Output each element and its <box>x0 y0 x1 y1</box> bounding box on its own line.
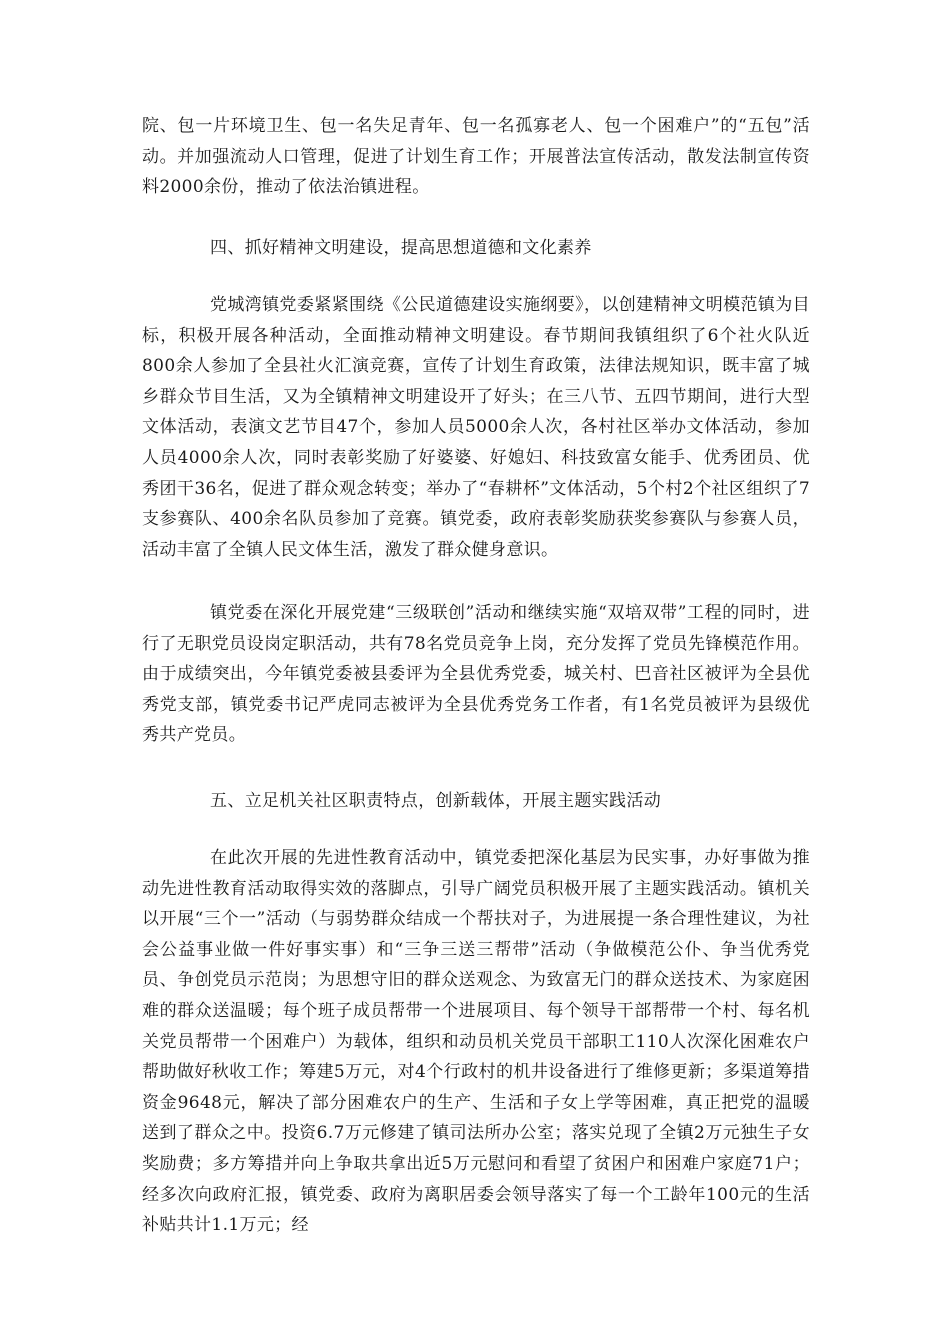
paragraph-spiritual-civilization: 党城湾镇党委紧紧围绕《公民道德建设实施纲要》，以创建精神文明模范镇为目标，积极开展各种活动，全面推动精神文明建设。春节期间我镇组织了6个社火队近800余人参加了全县社火汇演竞赛，宣传了计划生育政策，法律法规知识，既丰富了城乡群众节目生活，又为全镇精神文明建设开了好头；在三八节、五四节期间，进行大型文体活动，表演文艺节目47个，参加人员5000余人次，各村社区举办文体活动，参加人员4000余人次，同时表彰奖励了好婆婆、好媳妇、科技致富女能手、优秀团员、优秀团干36名，促进了群众观念转变；举办了“春耕杯”文体活动，5个村2个社区组织了7支参赛队、400余名队员参加了竞赛。镇党委，政府表彰奖励获奖参赛队与参赛人员，活动丰富了全镇人民文体生活，激发了群众健身意识。 <box>142 295 810 560</box>
paragraph-party-building: 镇党委在深化开展党建“三级联创”活动和继续实施“双培双带”工程的同时，进行了无职党员设岗定职活动，共有78名党员竞争上岗，充分发挥了党员先锋模范作用。由于成绩突出，今年镇党委被县委评为全县优秀党委，城关村、巴音社区被评为全县优秀党支部，镇党委书记严虎同志被评为全县优秀党务工作者，有1名党员被评为县级优秀共产党员。 <box>142 603 810 746</box>
paragraph-practice-activities: 在此次开展的先进性教育活动中，镇党委把深化基层为民实事，办好事做为推动先进性教育活动取得实效的落脚点，引导广阔党员积极开展了主题实践活动。镇机关以开展“三个一”活动（与弱势群众结成一个帮扶对子，为进展提一条合理性建议，为社会公益事业做一件好事实事）和“三争三送三帮带”活动（争做模范公仆、争当优秀党员、争创党员示范岗；为思想守旧的群众送观念、为致富无门的群众送技术、为家庭困难的群众送温暖；每个班子成员帮带一个进展项目、每个领导干部帮带一个村、每名机关党员帮带一个困难户）为载体，组织和动员机关党员干部职工110人次深化困难农户帮助做好秋收工作；筹建5万元，对4个行政村的机井设备进行了维修更新；多渠道筹措资金9648元，解决了部分困难农户的生产、生活和子女上学等困难，真正把党的温暖送到了群众之中。投资6.7万元修建了镇司法所办公室；落实兑现了全镇2万元独生子女奖励费；多方筹措并向上争取共拿出近5万元慰问和看望了贫困户和困难户家庭71户；经多次向政府汇报，镇党委、政府为离职居委会领导落实了每一个工龄年100元的生活补贴共计1.1万元；经 <box>142 848 810 1236</box>
section-heading-4: 四、抓好精神文明建设，提高思想道德和文化素养 <box>210 238 592 258</box>
section-heading-5: 五、立足机关社区职责特点，创新载体，开展主题实践活动 <box>210 791 662 811</box>
paragraph-continuation: 院、包一片环境卫生、包一名失足青年、包一名孤寡老人、包一个困难户”的“五包”活动。并加强流动人口管理，促进了计划生育工作；开展普法宣传活动，散发法制宣传资料2000余份，推动了依法治镇进程。 <box>142 116 810 198</box>
